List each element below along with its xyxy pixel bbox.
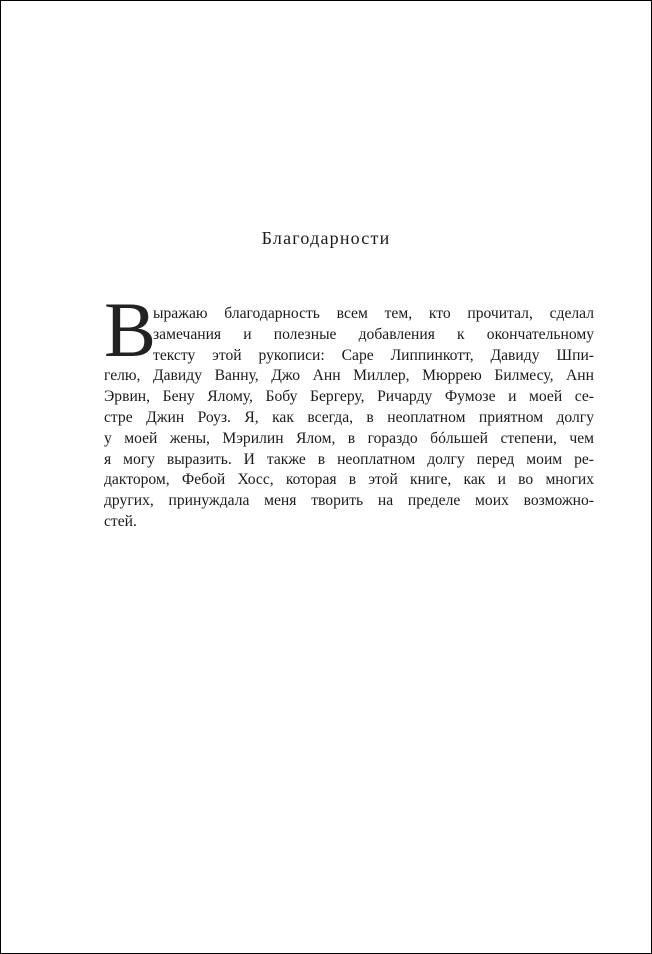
text-line: у моей жены, Мэрилин Ялом, в гораздо бóльшей степени, чем <box>104 429 594 447</box>
text-line: я могу выразить. И также в неоплатном долгу перед моим ре- <box>104 450 594 468</box>
drop-cap: В <box>104 286 157 373</box>
text-line: стре Джин Роуз. Я, как всегда, в неоплатном приятном долгу <box>104 408 594 426</box>
text-line: дактором, Фебой Хосс, которая в этой книге, как и во многих <box>104 471 594 489</box>
text-line: гелю, Давиду Ванну, Джо Анн Миллер, Мюррею Билмесу, Анн <box>104 367 594 385</box>
text-line: стей. <box>104 512 137 530</box>
page-title: Благодарности <box>261 228 391 248</box>
text-line: других, принуждала меня творить на пределе моих возможно- <box>104 492 594 510</box>
text-line: тексту этой рукописи: Саре Липпинкотт, Давиду Шпи- <box>153 346 594 364</box>
text-line: замечания и полезные добавления к окончательному <box>153 325 594 343</box>
acknowledgements-paragraph <box>104 304 594 533</box>
text-line: ыражаю благодарность всем тем, кто прочитал, сделал <box>153 305 594 322</box>
text-line: Эрвин, Бену Ялому, Бобу Бергеру, Ричарду Фумозе и моей се- <box>104 388 594 406</box>
